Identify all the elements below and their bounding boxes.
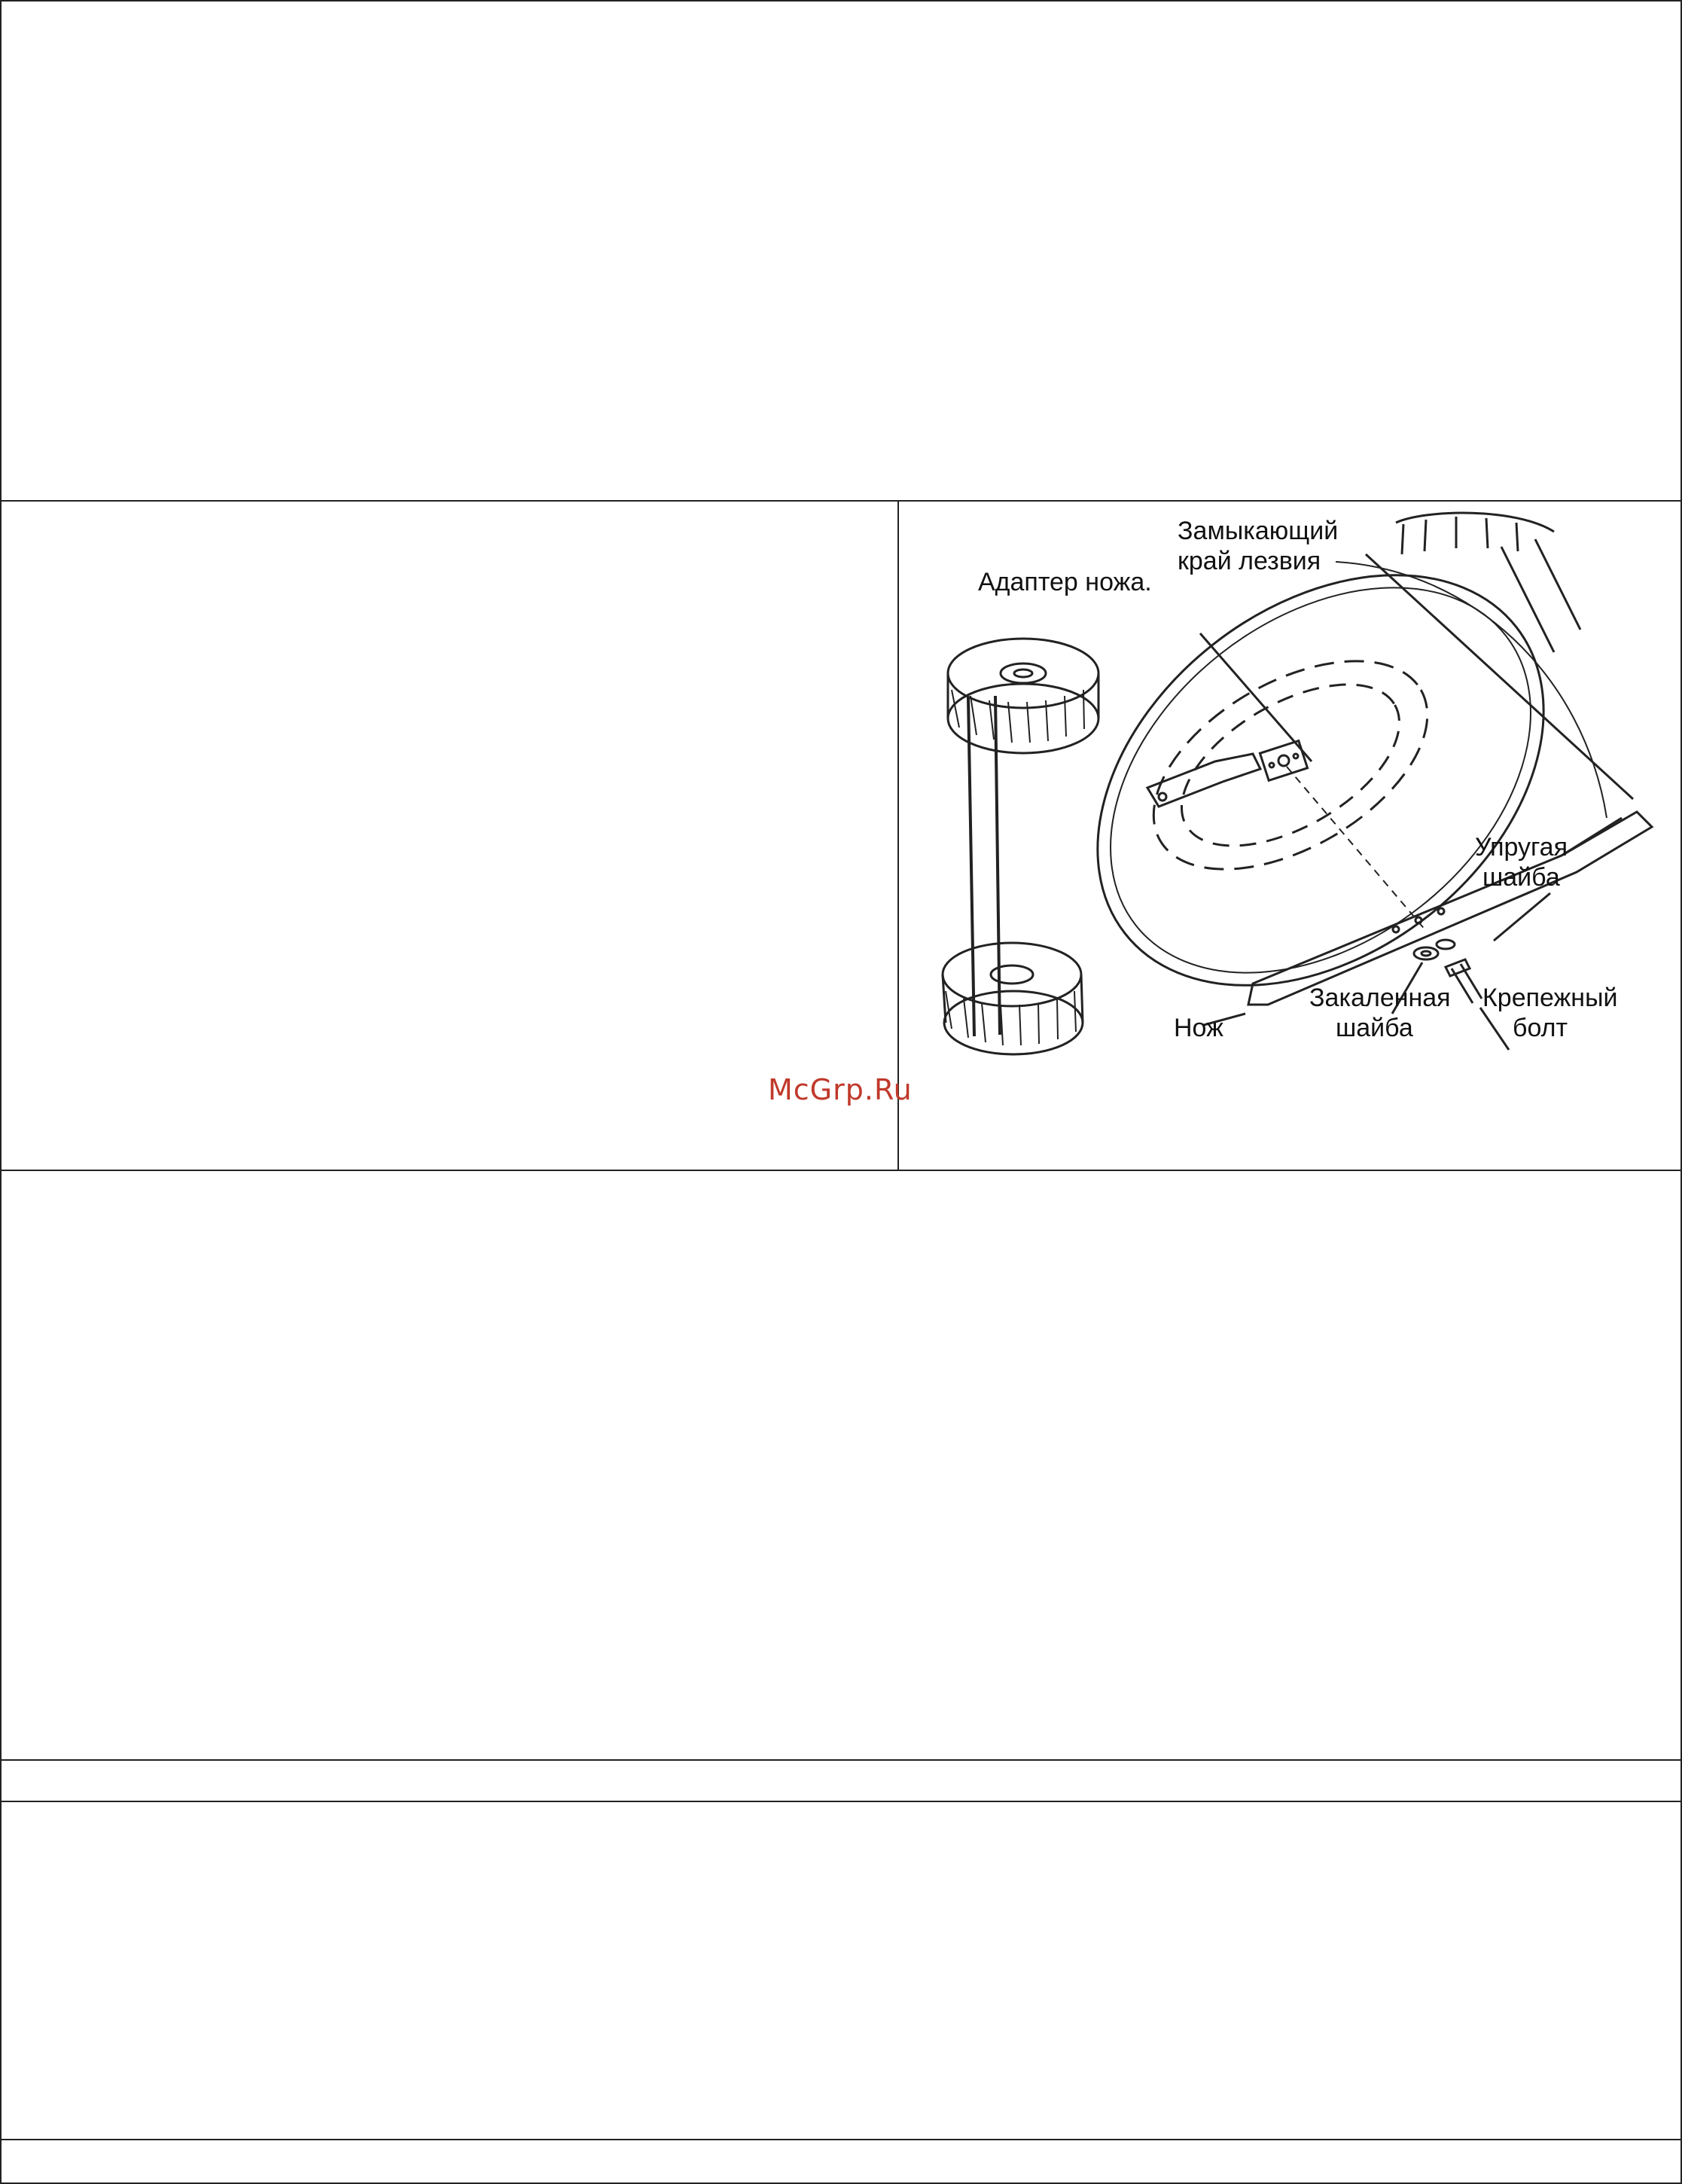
watermark: McGrp.Ru bbox=[768, 1073, 913, 1106]
label-locking-edge-2: край лезвия bbox=[1178, 547, 1321, 575]
label-mounting-bolt-2: болт bbox=[1513, 1014, 1568, 1042]
label-blade-adapter: Адаптер ножа. bbox=[978, 568, 1152, 596]
empty-cell-middle bbox=[2, 1171, 1680, 1759]
row-divider-5 bbox=[0, 2139, 1682, 2140]
empty-cell-top bbox=[2, 2, 1680, 500]
empty-cell-left bbox=[2, 502, 897, 1170]
spring-washer-icon bbox=[1437, 940, 1455, 949]
label-hardened-washer-1: Закаленная bbox=[1309, 984, 1451, 1012]
label-hardened-washer-2: шайба bbox=[1336, 1014, 1413, 1042]
label-blade: Нож bbox=[1174, 1014, 1223, 1042]
empty-cell-lower bbox=[2, 1802, 1680, 2139]
rear-wheel-hint bbox=[1396, 513, 1554, 532]
figure-cell bbox=[899, 502, 1680, 1170]
label-spring-washer-2: шайба bbox=[1482, 863, 1560, 892]
label-spring-washer-1: Упругая bbox=[1475, 833, 1568, 862]
blade-shroud bbox=[1119, 618, 1462, 913]
lawnmower-blade-diagram bbox=[899, 502, 1680, 1170]
blade-adapter-icon bbox=[1260, 741, 1307, 781]
empty-cell-narrow bbox=[2, 1761, 1680, 1801]
label-locking-edge-1: Замыкающий bbox=[1178, 517, 1339, 545]
hardened-washer-icon bbox=[1414, 947, 1438, 959]
label-mounting-bolt-1: Крепежный bbox=[1482, 984, 1618, 1012]
mounting-bolt-icon bbox=[1446, 959, 1482, 1003]
